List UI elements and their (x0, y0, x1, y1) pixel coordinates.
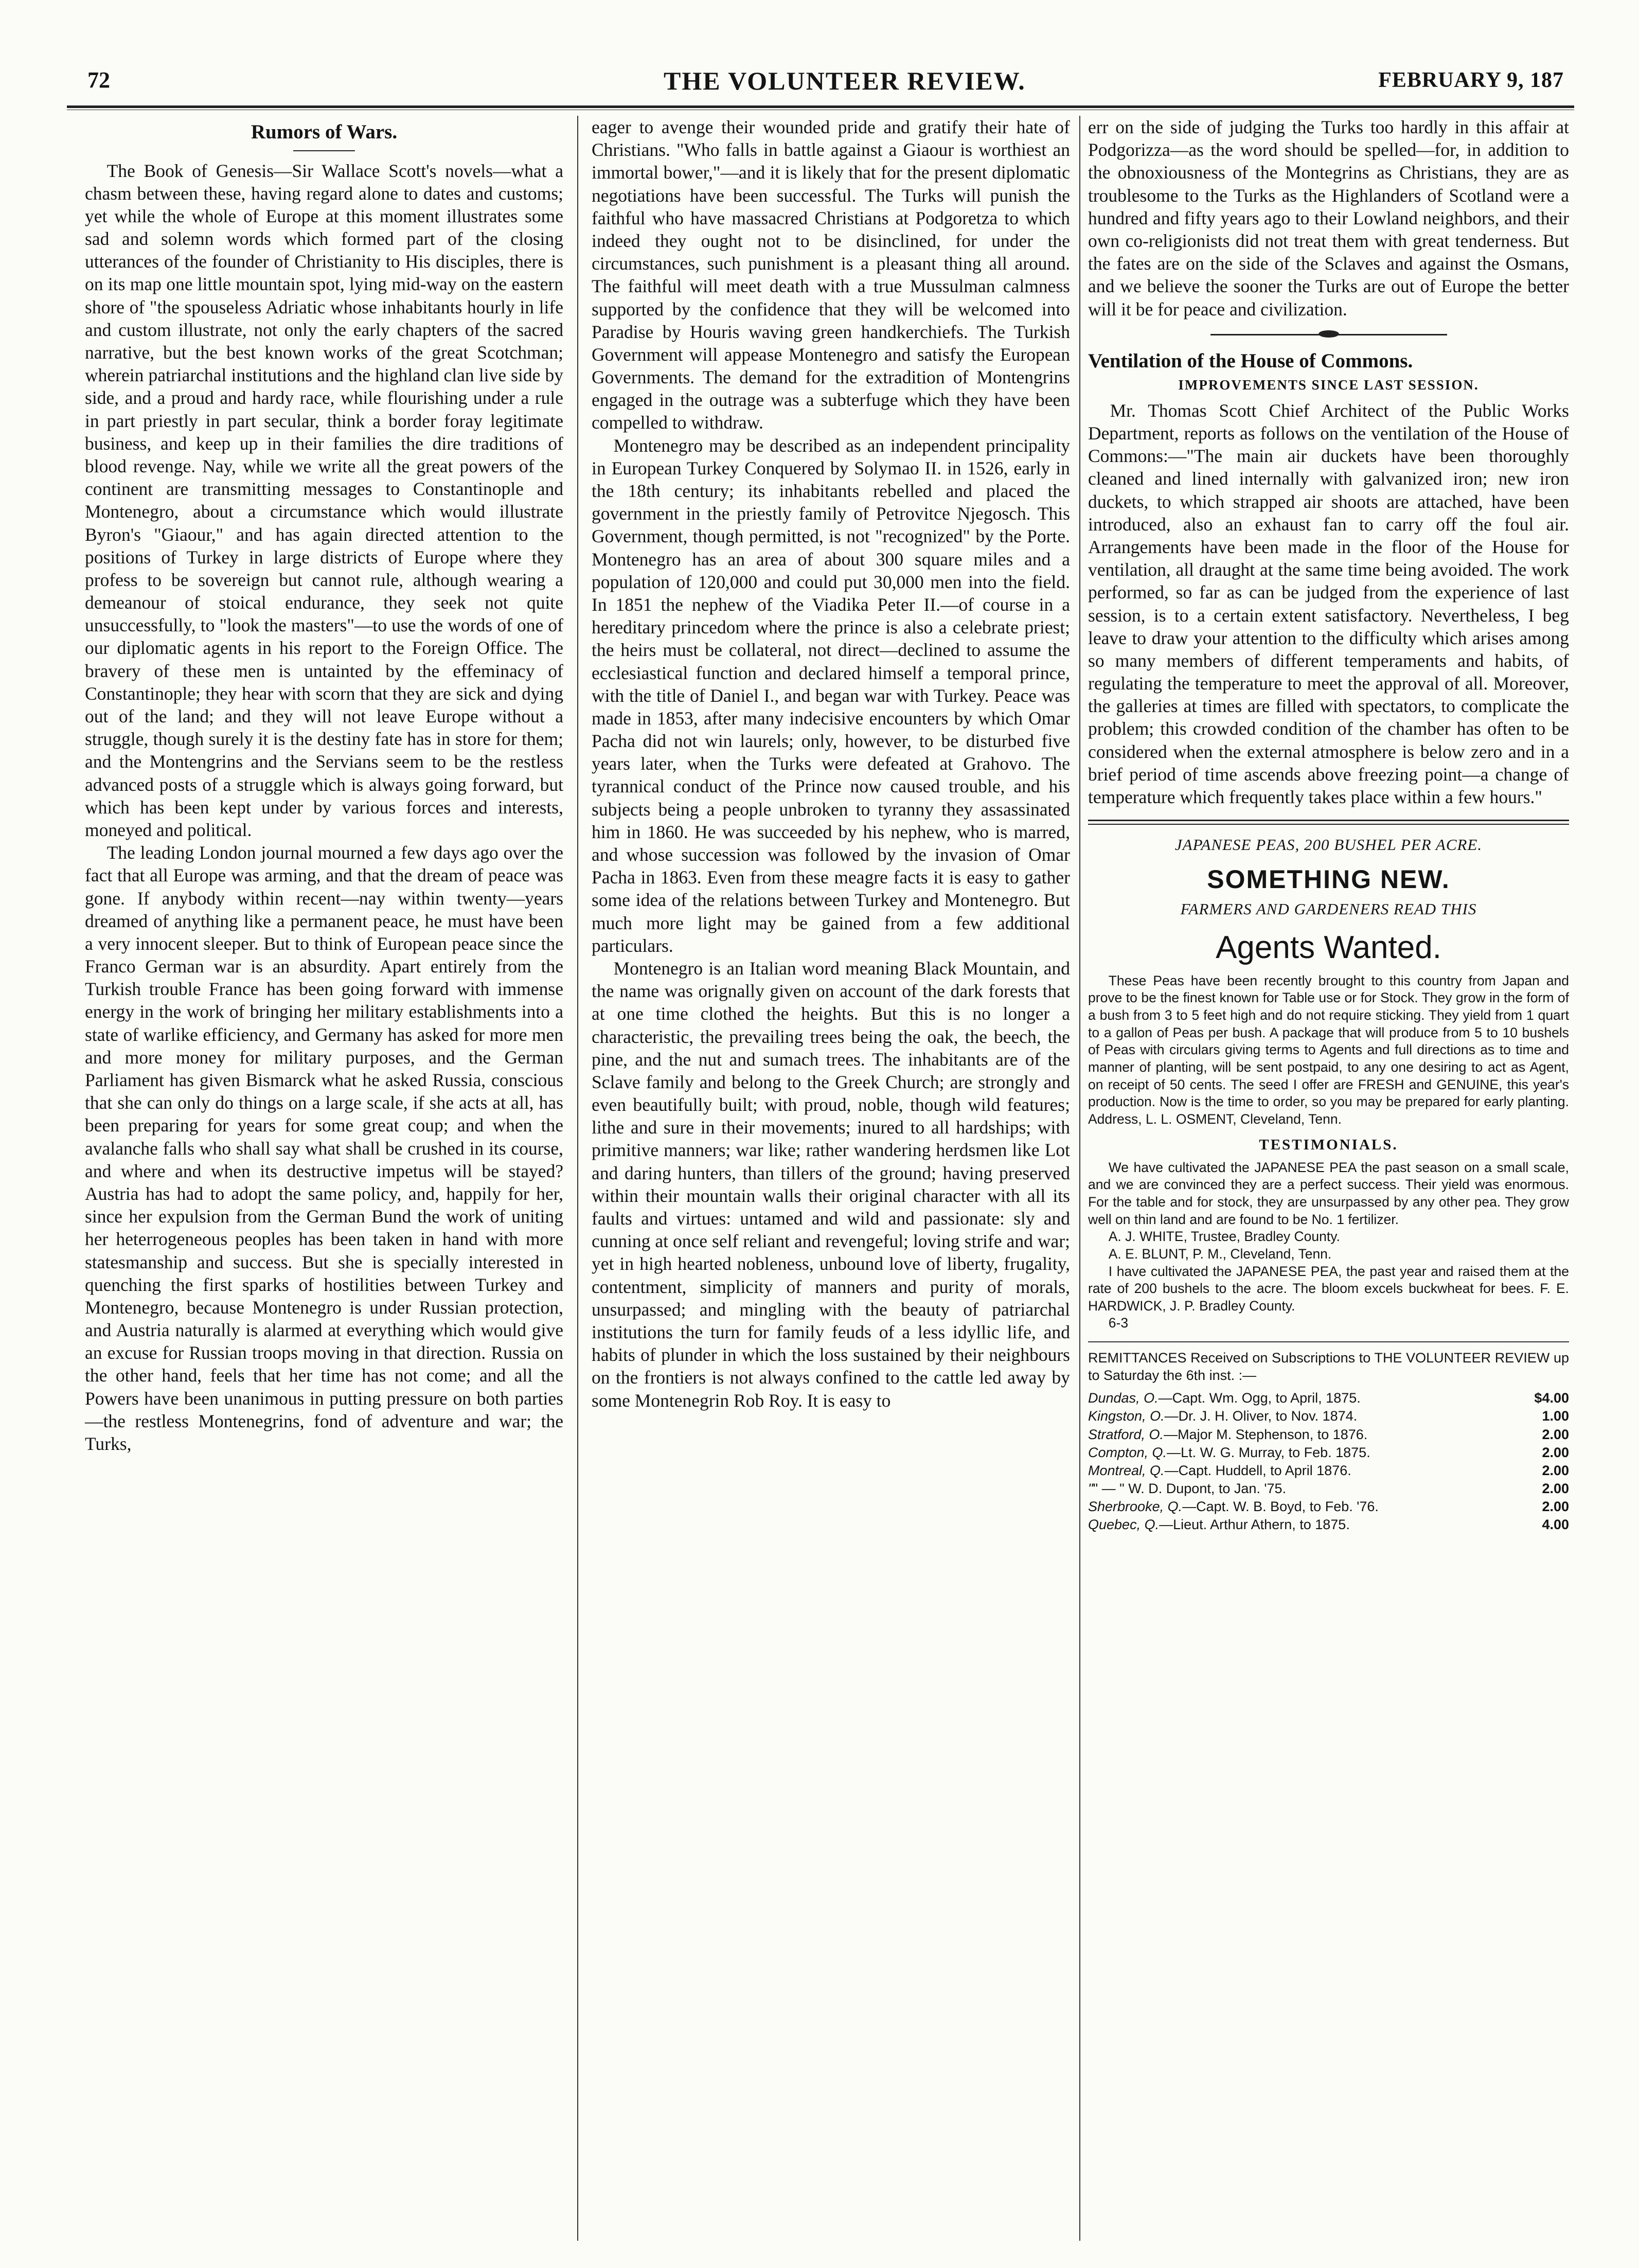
ornament-divider (1210, 334, 1447, 335)
remittance-amount: 2.00 (1542, 1480, 1569, 1496)
remittance-detail: —Lieut. Arthur Athern, to 1875. (1159, 1516, 1350, 1532)
paragraph: The leading London journal mourned a few days ago over the fact that all Europe was arming, and that the dream of peace was gone. If anybody within recent—nay within twenty—years dreamed of anything like a permanent peace, he must have been a very innocent sleeper. But to think of European peace since the Franco German war is an absurdity. Apart entirely from the Turkish trouble France has been going forward with immense energy in the work of bringing her military establishments into a state of warlike efficiency, and Germany has asked for more men and more money for military purposes, and the German Parliament has given Bismarck what he asked Russia, conscious that she can only do things on a large scale, if she acts at all, has been preparing for years for some great coup; and when the avalanche falls who shall say what shall be crushed in its course, and where and when its destructive impetus will be stayed? Austria has had to adopt the same policy, and, happily for her, since her expulsion from the German Bund the work of uniting her heterrogeneous peoples has been taken in hand with more statesmanship and success. But she is specially interested in quenching the first sparks of hostilities between Turkey and Montenegro, because Montenegro is under Russian protection, and Austria naturally is alarmed at everything which would give an excuse for Russian troops moving in that direction. Russia on the other hand, feels that her time has not come; and all the Powers have been unanimous in putting pressure on both parties—the restless Montenegrins, fond of adventure and war; the Turks, (85, 842, 563, 1455)
remittance-amount: 4.00 (1542, 1516, 1569, 1532)
paragraph: Montenegro is an Italian word meaning Black Mountain, and the name was orignally given on account of the dark forests that at one time clothed the heights. But this is no longer a characteristic, the prevailing trees being the oak, the beech, the pine, and the nut and sumach trees. The inhabitants are of the Sclave family and belong to the Greek Church; are strongly and even beautifully built; with proud, noble, though wild features; lithe and sure in their movements; inured to all hardships; with primitive manners; war like; rather wandering herdsmen like Lot and daring hunters, than tillers of the ground; having preserved within their mountain walls their original character with all its faults and virtues: untamed and wild and passionate: sly and cunning at once self reliant and revengeful; loving strife and war; yet in high hearted nobleness, unbound love of liberty, frugality, contentment, simplicity of manners and purity of morals, unsurpassed; and mingling with the beauty of patriarchal institutions the turn for family feuds of a less idyllic life, and habits of plunder in which the loss sustained by their neighbours on the frontiers is not always confined to the cattle led away by some Montenegrin Rob Roy. It is easy to (592, 958, 1070, 1411)
column-divider-1 (577, 116, 578, 2241)
testimonial-signature: A. J. WHITE, Trustee, Bradley County. (1108, 1229, 1340, 1245)
remittance-entry (1088, 1389, 1569, 1407)
remittance-text (1088, 1480, 1286, 1498)
remittances-list (1088, 1389, 1569, 1534)
ad-body: These Peas have been recently brought to this country from Japan and prove to be the finest known for Table use or for Stock. They grow in the form of a bush from 3 to 5 feet high and do not require sticking. They yield from 1 quart to a gallon of Peas per bush. A package that will produce from 5 to 10 bushels of Peas with circulars giving terms to Agents and full directions as to time and manner of planting, will be sent postpaid, to any one desiring to act as Agent, on receipt of 50 cents. The seed I offer are FRESH and GENUINE, this year's production. Now is the time to order, so you may be prepared for early planting. Address, L. L. OSMENT, Cleveland, Tenn. (1088, 972, 1569, 1127)
ad-agents-wanted: Agents Wanted. (1216, 929, 1441, 965)
ad-body-block (1088, 972, 1569, 1128)
remittance-amount: 2.00 (1542, 1498, 1569, 1514)
remittance-entry (1088, 1516, 1569, 1534)
header-rule (67, 105, 1574, 108)
remittance-text (1088, 1462, 1351, 1480)
remittance-detail: —Lt. W. G. Murray, to Feb. 1875. (1167, 1444, 1370, 1460)
remittance-detail: " — " W. D. Dupont, to Jan. '75. (1093, 1480, 1287, 1496)
page-header (67, 62, 1569, 98)
testimonial: I have cultivated the JAPANESE PEA, the past year and raised them at the rate of 200 bushels to the acre. The bloom excels buckwheat for bees. F. E. HARDWICK, J. P. Bradley County. (1088, 1263, 1569, 1314)
testimonial-signature: A. E. BLUNT, P. M., Cleveland, Tenn. (1108, 1246, 1332, 1262)
remittance-detail: —Capt. W. B. Boyd, to Feb. '76. (1182, 1498, 1379, 1514)
remittance-place: Sherbrooke, Q. (1088, 1498, 1183, 1514)
remittance-amount: 2.00 (1542, 1462, 1569, 1478)
remittance-detail: —Major M. Stephenson, to 1876. (1164, 1426, 1368, 1442)
article-title-rumors-of-wars: Rumors of Wars. (251, 121, 398, 143)
remittance-amount: $4.00 (1534, 1390, 1569, 1406)
remittance-text (1088, 1389, 1361, 1407)
remittance-entry (1088, 1426, 1569, 1444)
column-divider-2 (1079, 116, 1080, 2241)
advertisement-japanese-peas (1088, 835, 1569, 1332)
masthead-title: THE VOLUNTEER REVIEW. (664, 66, 1026, 95)
remittance-entry (1088, 1498, 1569, 1516)
testimonials-title: TESTIMONIALS. (1259, 1136, 1398, 1153)
testimonial: We have cultivated the JAPANESE PEA the past season on a small scale, and we are convinced they are a perfect success. Their yield was enormous. For the table and for stock, they are unsurpassed by any other pea. They grow well on thin land and are found to be No. 1 fertilizer. (1088, 1159, 1569, 1227)
remittance-amount: 1.00 (1542, 1408, 1569, 1424)
column-3 (1088, 116, 1569, 1534)
remittance-amount: 2.00 (1542, 1444, 1569, 1460)
remittances-heading: REMITTANCES Received on Subscriptions to THE VOLUNTEER REVIEW up to Saturday the 6th inst. :— (1088, 1350, 1569, 1383)
column-1 (85, 116, 563, 1455)
remittance-text (1088, 1444, 1370, 1462)
remittance-entry (1088, 1480, 1569, 1498)
remittance-place: Kingston, O. (1088, 1408, 1165, 1424)
paragraph: Mr. Thomas Scott Chief Architect of the Public Works Department, reports as follows on the ventilation of the House of Commons:—"The main air duckets have been thoroughly cleaned and lined internally with galvanized iron; new iron duckets, to which strapped air shoots are attached, have been introduced, also an exhaust fan to carry off the foul air. Arrangements have been made in the floor of the House for ventilation, all draught at the same time being avoided. The work performed, so far as can be judged from the experience of last session, is to a certain extent satisfactory. Nevertheless, I beg leave to draw your attention to the difficulty which arises among so many members of different temperaments and habits, of regulating the temperature to meet the approval of all. Moreover, the galleries at times are filled with spectators, to complicate the problem; this crowded condition of the chamber has often to be considered when the external atmosphere is below zero and in a brief period of time ascends above freezing point—a change of temperature which frequently takes place within a few hours." (1088, 400, 1569, 808)
remittance-amount: 2.00 (1542, 1426, 1569, 1442)
remittance-place: Dundas, O. (1088, 1390, 1159, 1406)
paragraph: Montenegro may be described as an independent principality in European Turkey Conquered by Solymao II. in 1526, early in the 18th century; its inhabitants rebelled and placed the government in the priestly family of Petrovitce Njegosch. This Government, though permitted, is not "recognized" by the Porte. Montenegro has an area of about 300 square miles and a population of 120,000 and could put 30,000 men into the field. In 1851 the nephew of the Viadika Peter II.—of course in a hereditary princedom where the prince is also a celebrate priest; the heirs must be collateral, not direct—declined to assume the ecclesiastical function and declared himself a temporal prince, with the title of Daniel I., and began war with Turkey. Peace was made in 1853, after many indecisive encounters by which Omar Pacha did not win laurels; only, however, to be disturbed five years later, when the Turks were defeated at Grahovo. The tyrannical conduct of the Prince now caused trouble, and his subjects being a people unbroken to tyranny they assassinated him in 1860. He was succeeded by his nephew, who is marred, and whose succession was followed by the invasion of Omar Pacha in 1863. Even from these meagre facts it is easy to gather some idea of the relations between Turkey and Montenegro. But much more light may be gained from a few additional particulars. (592, 435, 1070, 956)
remittance-place: " (1088, 1480, 1093, 1496)
remittance-entry (1088, 1444, 1569, 1462)
remittance-place: Stratford, O. (1088, 1426, 1164, 1442)
double-rule (1088, 820, 1569, 825)
ad-line-1: JAPANESE PEAS, 200 BUSHEL PER ACRE. (1174, 836, 1483, 854)
remittance-detail: —Capt. Huddell, to April 1876. (1164, 1462, 1351, 1478)
testimonials-block (1088, 1159, 1569, 1332)
remittance-text (1088, 1407, 1357, 1425)
issue-date: FEBRUARY 9, 187 (1378, 68, 1564, 92)
remittance-detail: —Dr. J. H. Oliver, to Nov. 1874. (1164, 1408, 1358, 1424)
ad-line-2: FARMERS AND GARDENERS READ THIS (1180, 900, 1477, 918)
remittance-place: Montreal, Q. (1088, 1462, 1165, 1478)
remittance-entry (1088, 1407, 1569, 1425)
page-number: 72 (87, 67, 110, 93)
article-title-ventilation: Ventilation of the House of Commons. (1088, 349, 1413, 372)
remittance-text (1088, 1516, 1350, 1534)
remittance-place: Compton, Q. (1088, 1444, 1167, 1460)
paragraph: The Book of Genesis—Sir Wallace Scott's novels—what a chasm between these, having regard alone to dates and customs; yet while the whole of Europe at this moment illustrates some sad and solemn words which formed part of the closing utterances of the founder of Christianity to His disciples, there is on its map one little mountain spot, lying mid-way on the eastern shore of "the spouseless Adriatic whose inhabitants hourly in life and custom illustrate, not only the early chapters of the sacred narrative, but the best known works of the great Scotchman; wherein patriarchal institutions and the highland clan live side by side, and a proud and hardy race, while flourishing under a rule in part priestly in part secular, think a border foray legitimate business, and keep up in their families the dire traditions of blood revenge. Nay, while we write all the great powers of the continent are transmitting messages to Constantinople and Montenegro, about a circumstance which would illustrate Byron's "Giaour," and has again directed attention to the positions of Turkey in large districts of Europe where they profess to be sovereign but cannot rule, although wearing a demeanour of stoical endurance, they seek not quite unsuccessfully, to "look the masters"—to use the words of one of our diplomatic agents in his report to the Foreign Office. The bravery of these men is untainted by the effeminacy of Constantinople; they hear with scorn that they are sick and dying out of the land; and they will not leave Europe without a struggle, though surely it is the destiny fate has in store for them; and the Montengrins and the Servians seem to be the restless advanced posts of a struggle which is always going forward, but which has been kept under by various forces and interests, moneyed and political. (85, 160, 563, 840)
paragraph: eager to avenge their wounded pride and gratify their hate of Christians. "Who falls in battle against a Giaour is worthiest an immortal bower,"—and it is likely that for the present diplomatic negotiations have been successful. The Turks will punish the faithful who have massacred Christians at Podgoretza to which indeed they ought not to be disinclined, for under the circumstances, such punishment is a pleasant thing all around. The faithful will meet death with a true Mussulman calmness supported by the confidence that they will be welcomed into Paradise by Houris waving green handkerchiefs. The Turkish Government will appease Montenegro and satisfy the European Governments. The demand for the extradition of Montengrins engaged in the outrage was a subterfuge which they have been compelled to withdraw. (592, 117, 1070, 433)
remittance-detail: —Capt. Wm. Ogg, to April, 1875. (1158, 1390, 1361, 1406)
ad-code: 6-3 (1108, 1315, 1129, 1331)
article-subtitle: IMPROVEMENTS SINCE LAST SESSION. (1178, 377, 1479, 393)
paragraph: err on the side of judging the Turks too hardly in this affair at Podgorizza—as the word should be spelled—for, in addition to the obnoxiousness of the Montegrins as Christians, they are as troublesome to the Turks as the Highlanders of Scotland were a hundred and fifty years ago to their Lowland neighbors, and their own co-religionists did not treat them with great tenderness. But the fates are on the side of the Sclaves and against the Osmans, and we believe the sooner the Turks are out of Europe the better will it be for peace and civilization. (1088, 117, 1569, 320)
remittance-text (1088, 1498, 1379, 1516)
remittance-entry (1088, 1462, 1569, 1480)
remittance-place: Quebec, Q. (1088, 1516, 1160, 1532)
remittance-text (1088, 1426, 1367, 1444)
remittances-section (1088, 1350, 1569, 1534)
ad-headline: SOMETHING NEW. (1207, 864, 1450, 894)
title-dash (293, 150, 355, 151)
section-rule (1088, 1341, 1569, 1342)
column-2 (592, 116, 1070, 1412)
